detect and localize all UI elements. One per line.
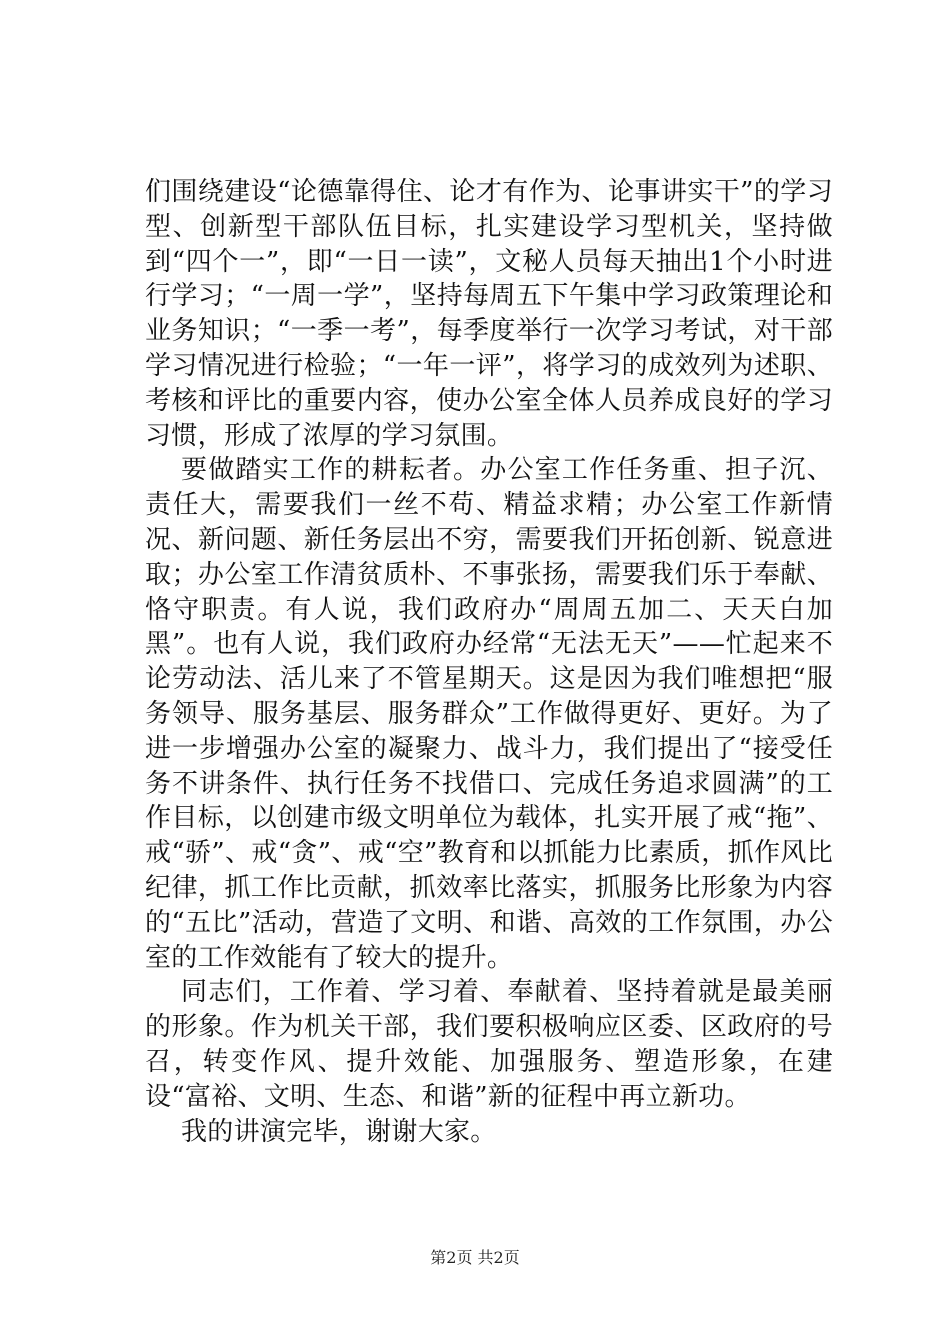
document-body xyxy=(145,175,833,1149)
paragraph-comrades: 同志们，工作着、学习着、奉献着、坚持着就是最美丽的形象。作为机关干部，我们要积极响应区委、区政府的号召，转变作风、提升效能、加强服务、塑造形象，在建设“富裕、文明、生态、和谐”新的征程中再立新功。 xyxy=(145,977,833,1112)
paragraph-closing: 我的讲演完毕，谢谢大家。 xyxy=(181,1116,497,1147)
paragraph-diligent-worker: 要做踏实工作的耕耘者。办公室工作任务重、担子沉、责任大，需要我们一丝不苟、精益求精；办公室工作新情况、新问题、新任务层出不穷，需要我们开拓创新、锐意进取；办公室工作清贫质朴、不事张扬，需要我们乐于奉献、恪守职责。有人说，我们政府办“周周五加二、天天白加黑”。也有人说，我们政府办经常“无法无天”——忙起来不论劳动法、活儿来了不管星期天。这是因为我们唯想把“服务领导、服务基层、服务群众”工作做得更好、更好。为了进一步增强办公室的凝聚力、战斗力，我们提出了“接受任务不讲条件、执行任务不找借口、完成任务追求圆满”的工作目标，以创建市级文明单位为载体，扎实开展了戒“拖”、戒“骄”、戒“贪”、戒“空”教育和以抓能力比素质，抓作风比纪律，抓工作比贡献，抓效率比落实，抓服务比形象为内容的“五比”活动，营造了文明、和谐、高效的工作氛围，办公室的工作效能有了较大的提升。 xyxy=(145,455,833,973)
paragraph-continuation: 们围绕建设“论德靠得住、论才有作为、论事讲实干”的学习型、创新型干部队伍目标，扎实建设学习型机关，坚持做到“四个一”，即“一日一读”，文秘人员每天抽出1个小时进行学习；“一周一学”，坚持每周五下午集中学习政策理论和业务知识；“一季一考”，每季度举行一次学习考试，对干部学习情况进行检验；“一年一评”，将学习的成效列为述职、考核和评比的重要内容，使办公室全体人员养成良好的学习习惯，形成了浓厚的学习氛围。 xyxy=(145,177,833,451)
page-number-footer: 第2页 共2页 xyxy=(430,1248,520,1267)
